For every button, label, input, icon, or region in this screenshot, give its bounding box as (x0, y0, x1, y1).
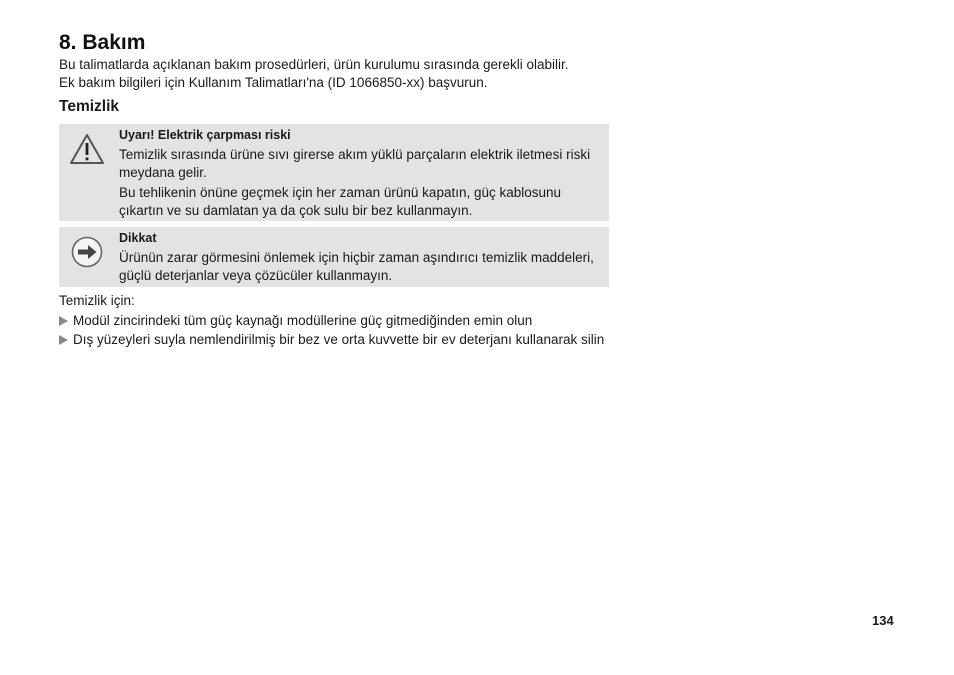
warning-title: Uyarı! Elektrik çarpması riski (119, 128, 291, 142)
list-item (59, 312, 619, 330)
caution-body (119, 230, 601, 287)
triangle-bullet-icon (59, 316, 68, 326)
warning-paragraph: Bu tehlikenin önüne geçmek için her zaman ürünü kapatın, güç kablosunu çıkartın ve su damlatan ya da çok sulu bir bez kullanmayın. (119, 185, 562, 218)
intro-line: Bu talimatlarda açıklanan bakım prosedürleri, ürün kurulumu sırasında gerekli olabilir. (59, 57, 569, 72)
list-item (59, 331, 619, 349)
intro-text (59, 56, 619, 92)
triangle-bullet-icon (59, 335, 68, 345)
caution-notice (59, 227, 609, 287)
cleaning-steps-list (59, 312, 619, 350)
caution-title: Dikkat (119, 231, 157, 245)
section-title: 8. Bakım (59, 31, 146, 54)
step-text: Dış yüzeyleri suyla nemlendirilmiş bir bez ve orta kuvvette bir ev deterjanı kullanarak silin (73, 332, 605, 347)
warning-body (119, 127, 601, 222)
intro-line: Ek bakım bilgileri için Kullanım Talimatları'na (ID 1066850-xx) başvurun. (59, 75, 488, 90)
steps-intro: Temizlik için: (59, 293, 135, 308)
arrow-circle-icon (68, 233, 106, 271)
caution-paragraph: Ürünün zarar görmesini önlemek için hiçbir zaman aşındırıcı temizlik maddeleri, güçlü deterjanlar veya çözücüler kullanmayın. (119, 250, 594, 283)
warning-paragraph: Temizlik sırasında ürüne sıvı girerse akım yüklü parçaların elektrik iletmesi riski meydana gelir. (119, 147, 591, 180)
step-text: Modül zincirindeki tüm güç kaynağı modüllerine güç gitmediğinden emin olun (73, 313, 533, 328)
page-number: 134 (872, 613, 894, 628)
cleaning-heading: Temizlik (59, 98, 120, 115)
warning-triangle-icon (68, 130, 106, 168)
warning-notice (59, 124, 609, 221)
